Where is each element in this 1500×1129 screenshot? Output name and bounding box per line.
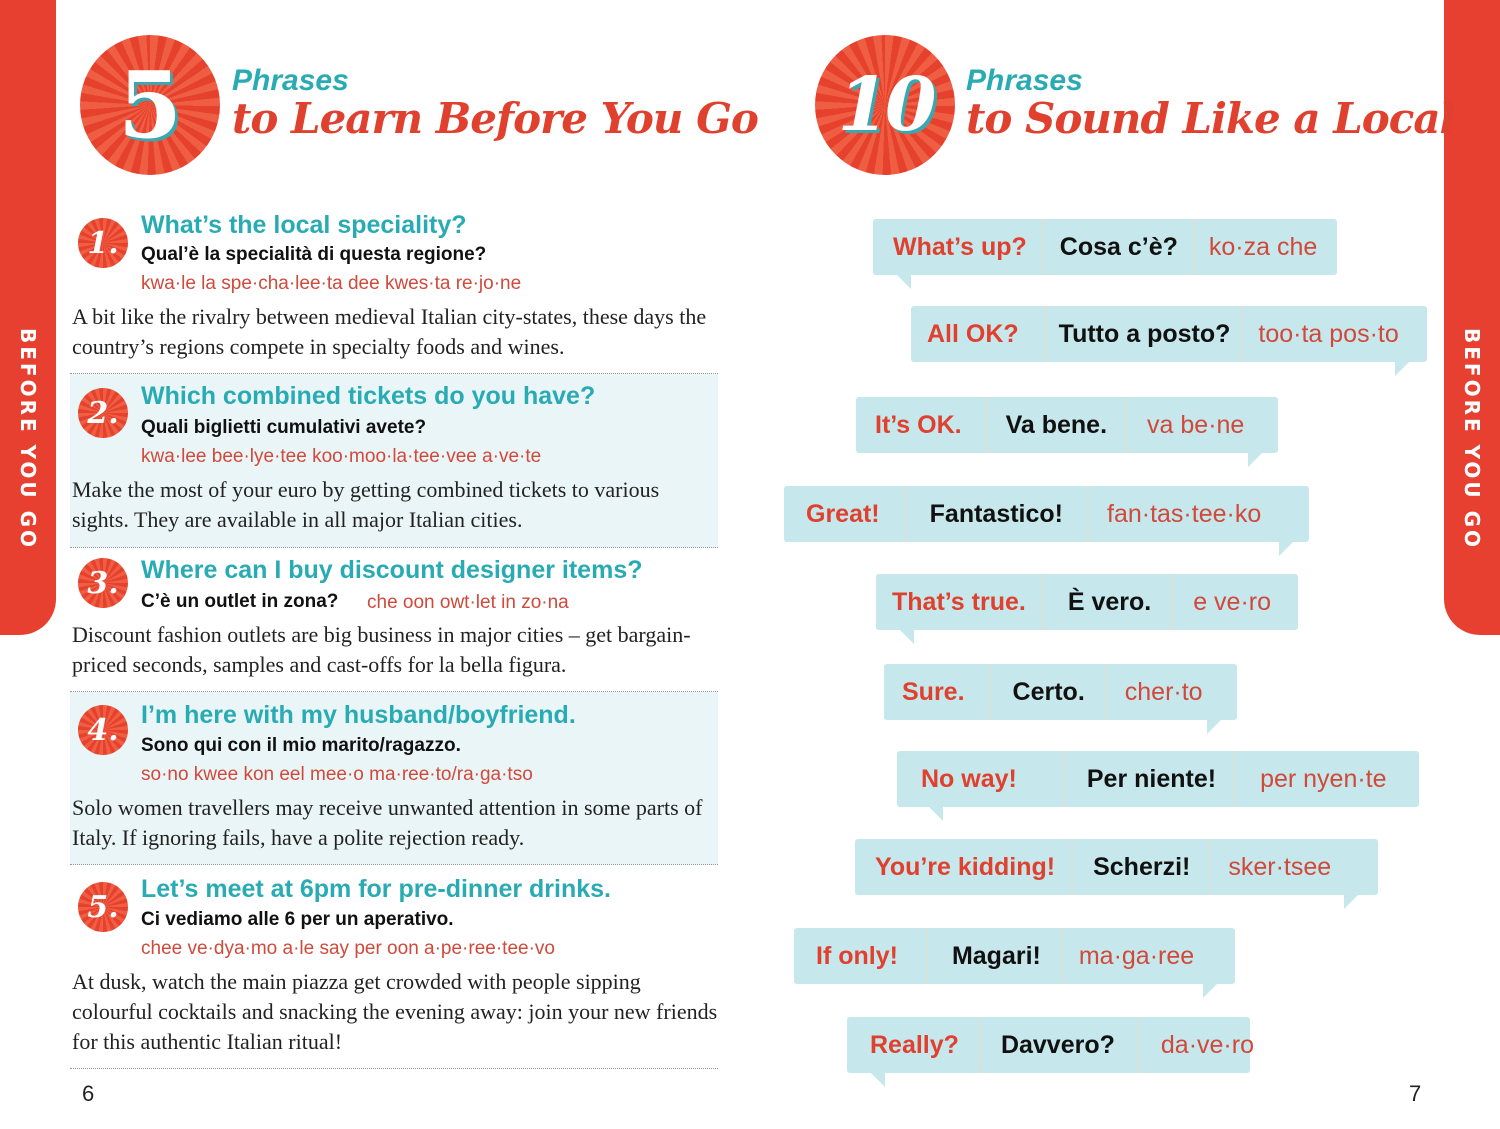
bubble-tail [1395, 360, 1411, 376]
english-phrase: Great! [784, 486, 906, 542]
section-tab-left [0, 0, 56, 635]
page-number-left: 6 [82, 1081, 95, 1106]
english-phrase: If only! [794, 928, 928, 984]
english-phrase: I’m here with my husband/boyfriend. [141, 701, 576, 729]
pronunciation: cher·to [1124, 677, 1203, 706]
pronunciation: da·ve·ro [1160, 1030, 1254, 1059]
italian-phrase: Sono qui con il mio marito/ragazzo. [141, 735, 461, 756]
english-phrase: It’s OK. [856, 397, 988, 453]
bubble-tail [1248, 451, 1264, 467]
number-badge: 1. [78, 218, 128, 268]
english-phrase: What’s the local speciality? [141, 211, 467, 239]
italian-phrase: Scherzi! [1073, 839, 1210, 895]
number-badge: 5. [78, 882, 128, 932]
english-phrase: That’s true. [876, 574, 1044, 630]
number-badge: 2. [78, 388, 128, 438]
italian-phrase: Per niente! [1065, 751, 1236, 807]
pronunciation: fan·tas·tee·ko [1107, 499, 1262, 528]
italian-phrase: Cosa c’è? [1044, 219, 1195, 275]
heading-line2: to Learn Before You Go [232, 94, 758, 143]
bubble-tail [1207, 718, 1223, 734]
english-phrase: What’s up? [873, 219, 1044, 275]
pronunciation: per nyen·te [1260, 764, 1387, 793]
bubble-tail [1344, 893, 1360, 909]
heading-sunburst-5 [80, 35, 220, 175]
page-number-right: 7 [1409, 1081, 1422, 1106]
section-tab-label: BEFORE YOU GO [16, 328, 40, 550]
pronunciation: sker·tsee [1228, 852, 1332, 881]
bubble-tail [869, 1071, 885, 1087]
pronunciation: chee ve·dya·mo a·le say per oon a·pe·ree·tee·vo [141, 938, 555, 959]
bubble-tail [927, 805, 943, 821]
italian-phrase: Magari! [928, 928, 1063, 984]
bubble-tail [1279, 540, 1295, 556]
english-phrase: You’re kidding! [855, 839, 1073, 895]
heading-line1: Phrases [966, 64, 1083, 97]
heading-line2: to Sound Like a Local [966, 94, 1455, 143]
pronunciation: kwa·lee bee·lye·tee koo·moo·la·tee·vee a·ve·te [141, 446, 542, 467]
phrase-bubble-10 [847, 1017, 1254, 1073]
italian-phrase: C’è un outlet in zona? [141, 591, 339, 612]
italian-phrase: Ci vediamo alle 6 per un aperativo. [141, 909, 454, 930]
pronunciation: kwa·le la spe·cha·lee·ta dee kwes·ta re·jo·ne [141, 273, 522, 294]
phrase-item-1 [70, 205, 718, 374]
phrase-bubble-5 [876, 574, 1298, 630]
pronunciation: va be·ne [1147, 410, 1245, 439]
heading-number: 5 [117, 51, 182, 159]
phrase-item-5 [70, 865, 718, 1069]
phrase-item-2 [70, 374, 718, 548]
phrase-item-3 [70, 548, 718, 692]
english-phrase: Which combined tickets do you have? [141, 382, 596, 410]
pronunciation: e ve·ro [1193, 587, 1272, 616]
pronunciation: so·no kwee kon eel mee·o ma·ree·to/ra·ga·tso [141, 764, 533, 785]
phrase-bubble-6 [884, 664, 1237, 720]
italian-phrase: Certo. [991, 664, 1107, 720]
number-badge: 4. [78, 705, 128, 755]
pronunciation: che oon owt·let in zo·na [367, 592, 569, 613]
phrase-bubble-9 [794, 928, 1235, 984]
italian-phrase: Quali biglietti cumulativi avete? [141, 417, 427, 438]
italian-phrase: Va bene. [988, 397, 1127, 453]
pronunciation: ma·ga·ree [1078, 941, 1195, 970]
english-phrase: Sure. [884, 664, 991, 720]
phrase-bubble-3 [856, 397, 1278, 453]
heading-line1: Phrases [232, 64, 349, 97]
english-phrase: Really? [847, 1017, 981, 1073]
bubble-tail [898, 628, 914, 644]
phrase-bubble-2 [911, 306, 1427, 362]
pronunciation: ko·za che [1208, 232, 1318, 261]
page-title-right [966, 66, 1455, 142]
phrase-bubble-4 [784, 486, 1309, 542]
pronunciation: too·ta pos·to [1258, 319, 1399, 348]
phrase-bubble-8 [855, 839, 1378, 895]
bubble-tail [1203, 982, 1219, 998]
english-phrase: Let’s meet at 6pm for pre-dinner drinks. [141, 875, 612, 903]
italian-phrase: Davvero? [981, 1017, 1139, 1073]
heading-sunburst-10 [815, 35, 955, 175]
description: Make the most of your euro by getting combined tickets to various sights. They are available in all major Italian cities. [72, 477, 660, 532]
number-badge: 3. [78, 558, 128, 608]
description: A bit like the rivalry between medieval Italian city-states, these days the country’s regions compete in specialty foods and wines. [72, 304, 707, 359]
italian-phrase: Qual’è la specialità di questa regione? [141, 244, 487, 265]
english-phrase: Where can I buy discount designer items? [141, 556, 643, 584]
heading-number: 10 [837, 62, 933, 148]
phrase-bubble-1 [873, 219, 1337, 275]
section-tab-label: BEFORE YOU GO [1460, 328, 1484, 550]
english-phrase: All OK? [911, 306, 1047, 362]
english-phrase: No way! [897, 751, 1065, 807]
italian-phrase: È vero. [1044, 574, 1173, 630]
description: Discount fashion outlets are big business in major cities – get bargain-priced seconds, samples and cast-offs for la bella figura. [72, 622, 691, 677]
phrase-bubble-7 [897, 751, 1419, 807]
bubble-tail [895, 273, 911, 289]
page-title-left [232, 66, 758, 142]
description: At dusk, watch the main piazza get crowded with people sipping colourful cocktails and snacking the evening away: join your new friends for this authentic Italian ritual! [72, 969, 718, 1054]
phrase-item-4 [70, 692, 718, 865]
description: Solo women travellers may receive unwanted attention in some parts of Italy. If ignoring fails, have a polite rejection ready. [72, 795, 703, 850]
italian-phrase: Tutto a posto? [1047, 306, 1243, 362]
italian-phrase: Fantastico! [906, 486, 1089, 542]
